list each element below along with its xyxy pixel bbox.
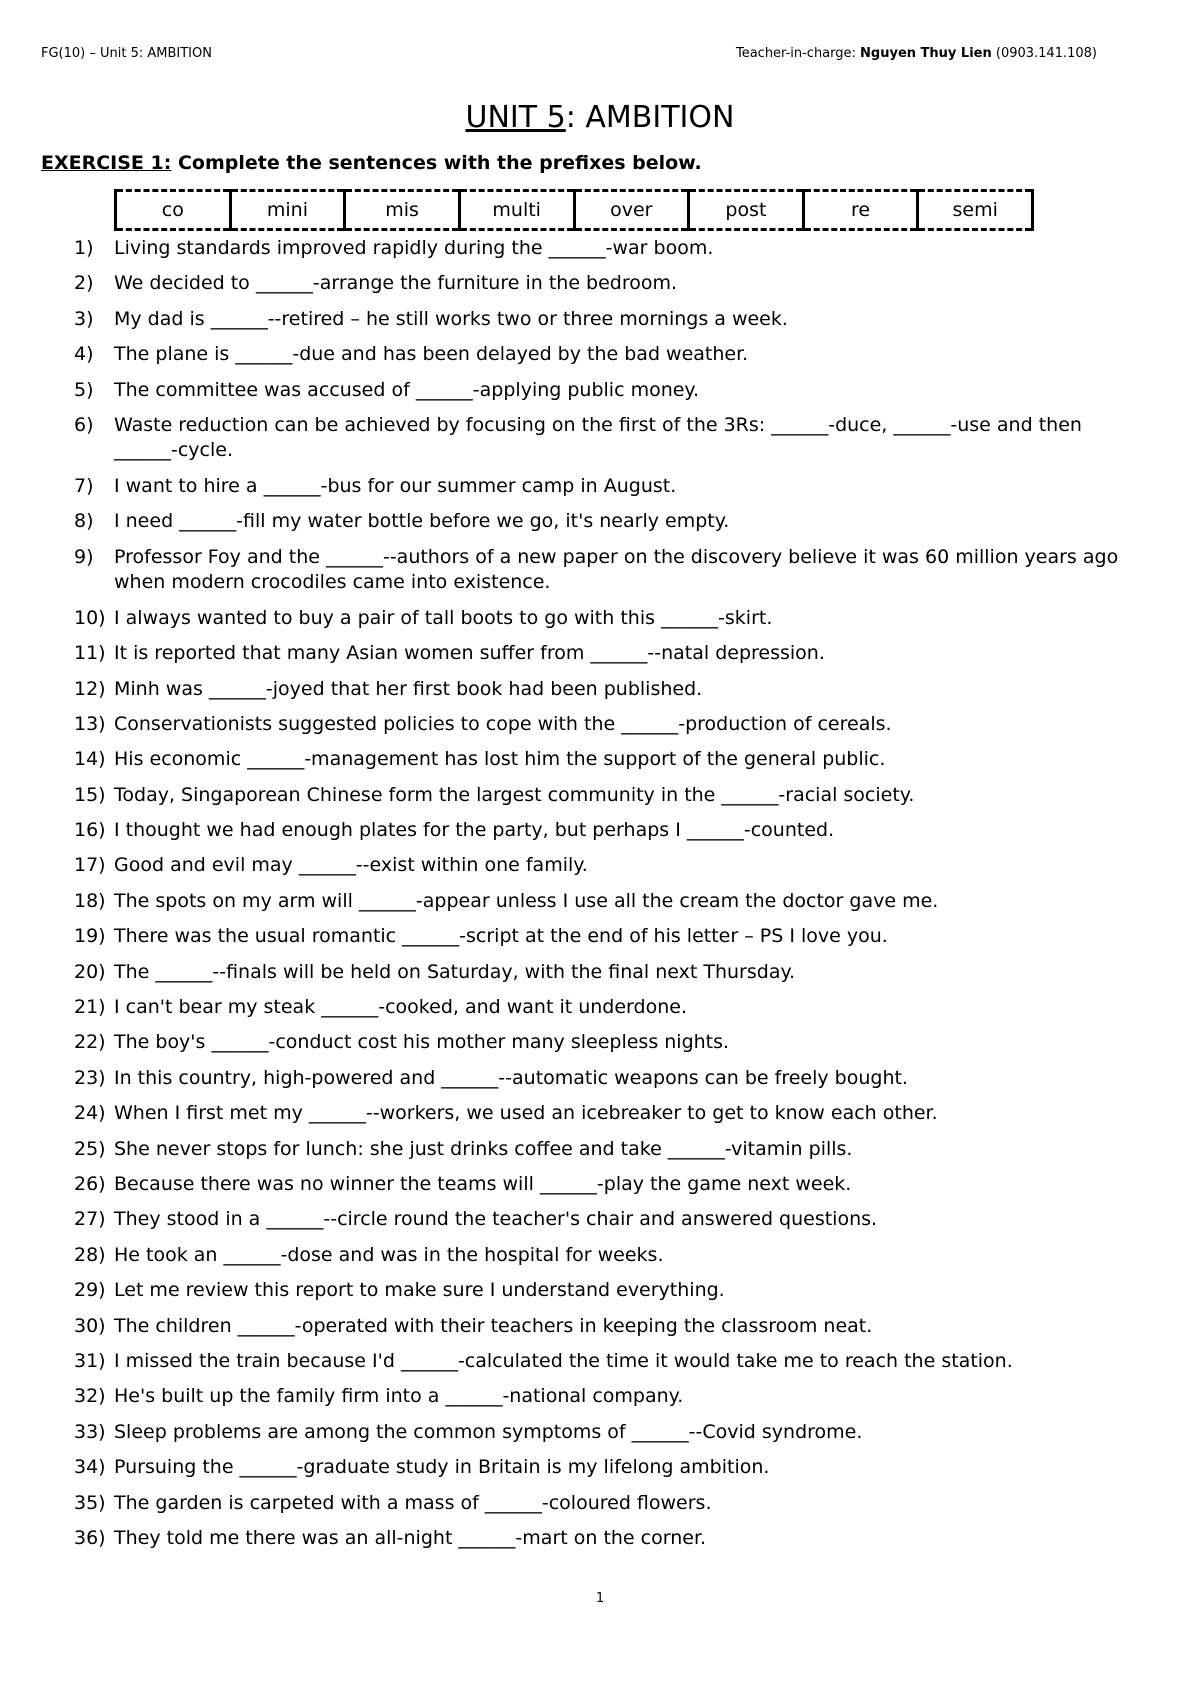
question-number: 6) (74, 413, 94, 436)
question-number: 29) (74, 1279, 106, 1302)
question-number: 25) (74, 1137, 106, 1160)
prefix-row (116, 191, 1033, 230)
question-number: 9) (74, 545, 94, 568)
page-number: 1 (595, 1591, 605, 1606)
question-number: 22) (74, 1031, 106, 1054)
question-text: Waste reduction can be achieved by focusing on the first of the 3Rs: ______-duce, ______-use and then ______-cycle. (114, 413, 1082, 461)
prefix-cell: semi (918, 191, 1033, 230)
question-item (74, 783, 1134, 818)
question-number: 21) (74, 996, 106, 1019)
question-number: 31) (74, 1349, 106, 1372)
question-item (74, 712, 1134, 747)
question-item (74, 271, 1134, 306)
teacher-name: Nguyen Thuy Lien (860, 46, 992, 61)
question-number: 26) (74, 1172, 106, 1195)
question-item (74, 1314, 1134, 1349)
question-list (74, 236, 1134, 1561)
question-number: 4) (74, 343, 94, 366)
question-item (74, 924, 1134, 959)
prefix-cell: post (689, 191, 804, 230)
question-text: Sleep problems are among the common symptoms of ______--Covid syndrome. (114, 1420, 863, 1443)
question-text: She never stops for lunch: she just drinks coffee and take ______-vitamin pills. (114, 1137, 853, 1160)
question-text: There was the usual romantic ______-script at the end of his letter – PS I love you. (114, 925, 888, 948)
question-text: The spots on my arm will ______-appear unless I use all the cream the doctor gave me. (114, 889, 939, 912)
question-number: 30) (74, 1314, 106, 1337)
question-item (74, 1172, 1134, 1207)
question-item (74, 818, 1134, 853)
question-text: The children ______-operated with their teachers in keeping the classroom neat. (114, 1314, 873, 1337)
question-text: I always wanted to buy a pair of tall boots to go with this ______-skirt. (114, 606, 773, 629)
question-text: In this country, high-powered and ______--automatic weapons can be freely bought. (114, 1066, 908, 1089)
title-unit: UNIT 5 (465, 100, 566, 135)
question-number: 5) (74, 378, 94, 401)
question-text: Good and evil may ______--exist within one family. (114, 854, 588, 877)
question-number: 11) (74, 642, 106, 665)
question-item (74, 606, 1134, 641)
question-number: 13) (74, 712, 106, 735)
question-item (74, 342, 1134, 377)
question-item (74, 1137, 1134, 1172)
exercise-instruction: Complete the sentences with the prefixes below. (171, 152, 702, 174)
question-item (74, 677, 1134, 712)
prefix-cell: re (803, 191, 918, 230)
question-number: 12) (74, 677, 106, 700)
question-text: The plane is ______-due and has been delayed by the bad weather. (114, 343, 749, 366)
question-number: 17) (74, 854, 106, 877)
question-text: We decided to ______-arrange the furniture in the bedroom. (114, 272, 678, 295)
question-number: 16) (74, 819, 106, 842)
question-number: 19) (74, 925, 106, 948)
question-item (74, 307, 1134, 342)
question-item (74, 1526, 1134, 1561)
question-number: 10) (74, 606, 106, 629)
question-item (74, 1384, 1134, 1419)
question-item (74, 1349, 1134, 1384)
question-number: 14) (74, 748, 106, 771)
question-text: I want to hire a ______-bus for our summer camp in August. (114, 474, 677, 497)
exercise-label: EXERCISE 1: (41, 152, 172, 174)
question-item (74, 1243, 1134, 1278)
question-item (74, 1420, 1134, 1455)
question-text: His economic ______-management has lost him the support of the general public. (114, 748, 886, 771)
question-item (74, 641, 1134, 676)
question-number: 32) (74, 1385, 106, 1408)
question-text: They stood in a ______--circle round the teacher's chair and answered questions. (114, 1208, 878, 1231)
question-item (74, 509, 1134, 544)
question-item (74, 995, 1134, 1030)
question-item (74, 960, 1134, 995)
question-number: 33) (74, 1420, 106, 1443)
question-text: It is reported that many Asian women suffer from ______--natal depression. (114, 642, 825, 665)
question-item (74, 1066, 1134, 1101)
question-number: 1) (74, 237, 94, 259)
question-item (74, 474, 1134, 509)
question-item (74, 1030, 1134, 1065)
question-text: He's built up the family firm into a ______-national company. (114, 1385, 684, 1408)
question-item (74, 378, 1134, 413)
question-number: 24) (74, 1102, 106, 1125)
question-text: Conservationists suggested policies to cope with the ______-production of cereals. (114, 712, 892, 735)
question-text: Let me review this report to make sure I understand everything. (114, 1279, 725, 1302)
question-text: They told me there was an all-night ______-mart on the corner. (114, 1526, 707, 1549)
prefix-cell: co (116, 191, 231, 230)
question-number: 28) (74, 1243, 106, 1266)
question-text: When I first met my ______--workers, we used an icebreaker to get to know each other. (114, 1102, 938, 1125)
exercise-heading (41, 152, 702, 174)
prefix-cell: over (574, 191, 689, 230)
teacher-label: Teacher-in-charge: (735, 46, 861, 61)
question-item (74, 1207, 1134, 1242)
prefix-cell: mis (345, 191, 460, 230)
question-text: The ______--finals will be held on Saturday, with the final next Thursday. (114, 960, 796, 983)
question-text: The boy's ______-conduct cost his mother many sleepless nights. (114, 1031, 730, 1054)
question-number: 15) (74, 783, 106, 806)
question-text: I missed the train because I'd ______-calculated the time it would take me to reach the station. (114, 1349, 1013, 1372)
question-text: He took an ______-dose and was in the hospital for weeks. (114, 1243, 664, 1266)
question-number: 34) (74, 1456, 106, 1479)
question-text: The garden is carpeted with a mass of ______-coloured flowers. (114, 1491, 712, 1514)
question-text: Living standards improved rapidly during the ______-war boom. (114, 237, 714, 259)
question-number: 7) (74, 474, 94, 497)
question-text: Professor Foy and the ______--authors of a new paper on the discovery believe it was 60 million years ago when modern crocodiles came into existence. (114, 545, 1119, 593)
question-item (74, 853, 1134, 888)
question-text: I can't bear my steak ______-cooked, and want it underdone. (114, 996, 687, 1019)
question-number: 18) (74, 889, 106, 912)
question-number: 27) (74, 1208, 106, 1231)
prefix-box (114, 189, 1034, 231)
header-course-label: FG(10) – Unit 5: AMBITION (41, 46, 212, 61)
header-teacher (736, 46, 1097, 61)
question-number: 2) (74, 272, 94, 295)
question-number: 20) (74, 960, 106, 983)
question-item (74, 1491, 1134, 1526)
question-item (74, 545, 1134, 606)
question-item (74, 889, 1134, 924)
question-text: Today, Singaporean Chinese form the largest community in the ______-racial society. (114, 783, 915, 806)
question-text: Minh was ______-joyed that her first book had been published. (114, 677, 703, 700)
page-title (0, 100, 1200, 135)
question-text: The committee was accused of ______-applying public money. (114, 378, 700, 401)
question-number: 23) (74, 1066, 106, 1089)
question-item (74, 747, 1134, 782)
question-item (74, 1278, 1134, 1313)
question-text: Pursuing the ______-graduate study in Britain is my lifelong ambition. (114, 1456, 770, 1479)
question-text: Because there was no winner the teams will ______-play the game next week. (114, 1172, 852, 1195)
question-item (74, 413, 1134, 474)
question-text: I thought we had enough plates for the party, but perhaps I ______-counted. (114, 819, 835, 842)
question-number: 35) (74, 1491, 106, 1514)
question-text: My dad is ______--retired – he still works two or three mornings a week. (114, 307, 788, 330)
question-text: I need ______-fill my water bottle before we go, it's nearly empty. (114, 510, 730, 533)
teacher-phone: (0903.141.108) (991, 46, 1097, 61)
question-number: 8) (74, 510, 94, 533)
prefix-cell: mini (230, 191, 345, 230)
question-item (74, 236, 1134, 271)
question-number: 36) (74, 1526, 106, 1549)
question-item (74, 1455, 1134, 1490)
question-item (74, 1101, 1134, 1136)
title-rest: : AMBITION (565, 100, 735, 135)
prefix-cell: multi (459, 191, 574, 230)
question-number: 3) (74, 307, 94, 330)
